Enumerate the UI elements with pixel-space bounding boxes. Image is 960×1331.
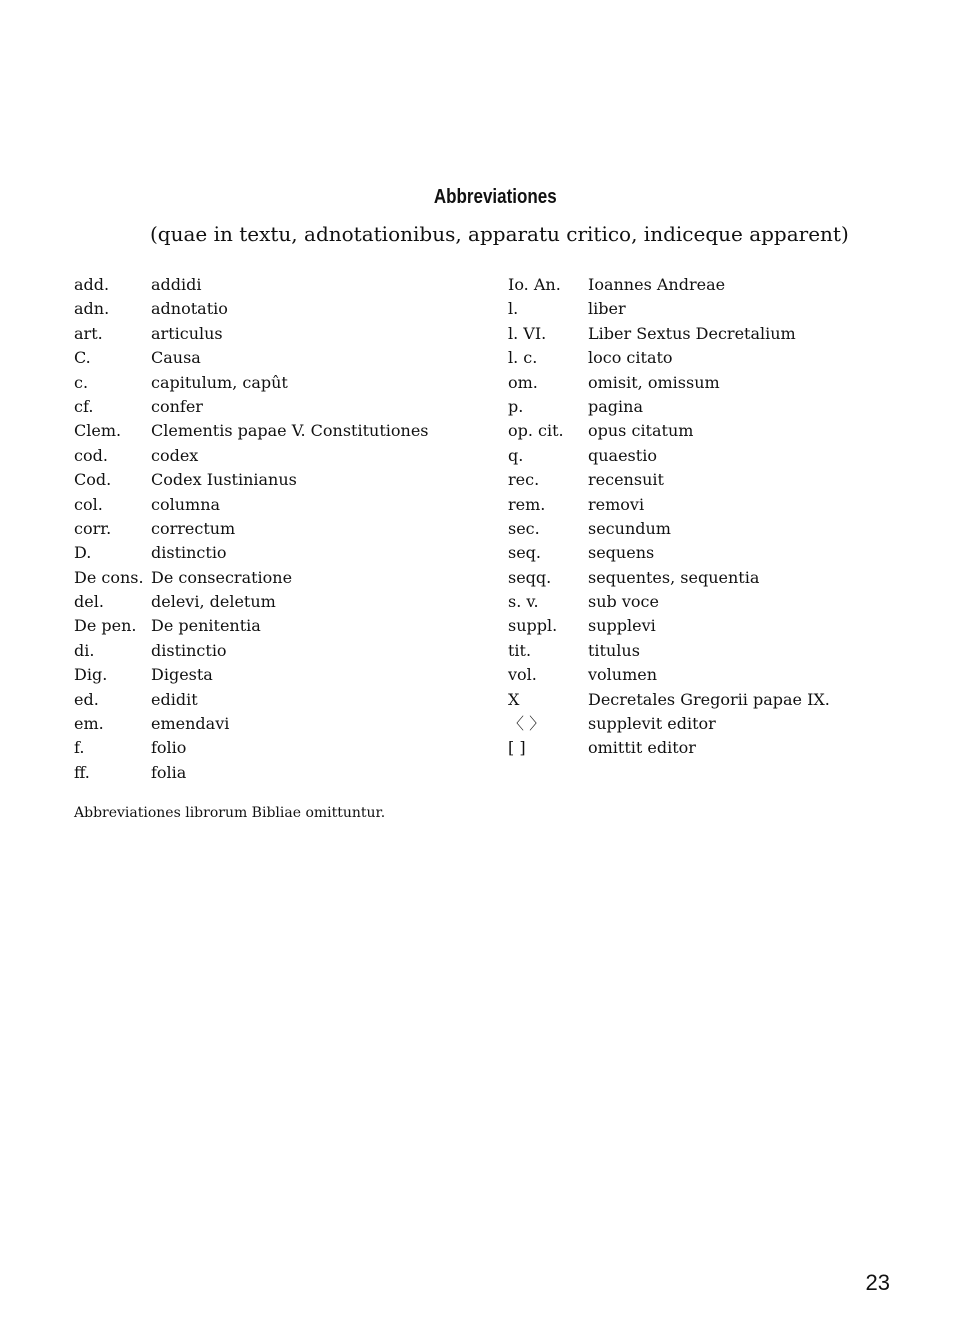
abbreviation-row bbox=[508, 468, 888, 492]
abbreviation-row bbox=[74, 541, 474, 565]
abbreviation-meaning: distinctio bbox=[151, 543, 227, 563]
abbreviation-meaning: Codex Iustinianus bbox=[151, 470, 297, 490]
abbreviation: art. bbox=[74, 323, 103, 343]
abbreviation-list-left bbox=[74, 273, 474, 785]
abbreviation-meaning: correctum bbox=[151, 518, 236, 538]
abbreviation-meaning: supplevit editor bbox=[588, 714, 716, 734]
abbreviation: X bbox=[508, 689, 520, 709]
abbreviation: om. bbox=[508, 372, 538, 392]
abbreviation: De cons. bbox=[74, 567, 144, 587]
abbreviation-meaning: removi bbox=[588, 494, 645, 514]
abbreviation: del. bbox=[74, 592, 104, 612]
abbreviation-row bbox=[74, 761, 474, 785]
abbreviation-row bbox=[508, 712, 888, 736]
abbreviation-row bbox=[508, 346, 888, 370]
abbreviation-row bbox=[508, 541, 888, 565]
abbreviation-row bbox=[74, 371, 474, 395]
abbreviation: Cod. bbox=[74, 470, 112, 490]
abbreviation-meaning: De penitentia bbox=[151, 616, 261, 636]
abbreviation-row bbox=[508, 517, 888, 541]
abbreviation-row bbox=[74, 468, 474, 492]
abbreviation-row bbox=[74, 346, 474, 370]
abbreviation: De pen. bbox=[74, 616, 137, 636]
abbreviation-meaning: folia bbox=[151, 762, 187, 782]
abbreviation: s. v. bbox=[508, 592, 539, 612]
abbreviation-row bbox=[74, 614, 474, 638]
abbreviation-row bbox=[508, 493, 888, 517]
abbreviation: ff. bbox=[74, 762, 90, 782]
abbreviation-meaning: capitulum, capût bbox=[151, 372, 288, 392]
abbreviation-meaning: omisit, omissum bbox=[588, 372, 720, 392]
abbreviation-row bbox=[508, 371, 888, 395]
abbreviation-meaning: Clementis papae V. Constitutiones bbox=[151, 421, 429, 441]
page-title bbox=[0, 186, 960, 209]
abbreviation: q. bbox=[508, 445, 524, 465]
abbreviation: tit. bbox=[508, 640, 532, 660]
abbreviation-meaning: Digesta bbox=[151, 665, 213, 685]
abbreviation: op. cit. bbox=[508, 421, 564, 441]
abbreviation: cod. bbox=[74, 445, 108, 465]
abbreviation-row bbox=[74, 493, 474, 517]
abbreviation: Io. An. bbox=[508, 275, 561, 294]
abbreviation: add. bbox=[74, 275, 110, 294]
abbreviation: rem. bbox=[508, 494, 546, 514]
abbreviation-meaning: distinctio bbox=[151, 640, 227, 660]
page-number: 23 bbox=[865, 1270, 890, 1295]
page-subtitle: (quae in textu, adnotationibus, apparatu critico, indiceque apparent) bbox=[150, 222, 849, 246]
abbreviation-row bbox=[74, 395, 474, 419]
abbreviation: Dig. bbox=[74, 665, 108, 685]
abbreviation-row bbox=[508, 614, 888, 638]
abbreviation: seqq. bbox=[508, 567, 552, 587]
abbreviation-row bbox=[74, 688, 474, 712]
abbreviation-meaning: confer bbox=[151, 396, 203, 416]
abbreviation-meaning: articulus bbox=[151, 323, 223, 343]
abbreviation-row bbox=[74, 273, 474, 297]
abbreviation-row bbox=[508, 639, 888, 663]
abbreviation-meaning: sequens bbox=[588, 543, 655, 563]
abbreviation-row bbox=[508, 322, 888, 346]
abbreviation-meaning: folio bbox=[151, 738, 187, 758]
abbreviation-row bbox=[508, 590, 888, 614]
abbreviation: 〈 〉 bbox=[508, 714, 546, 734]
abbreviation-row bbox=[74, 322, 474, 346]
abbreviation-meaning: recensuit bbox=[588, 470, 664, 490]
abbreviation-row bbox=[74, 736, 474, 760]
abbreviation-meaning: secundum bbox=[588, 518, 671, 538]
abbreviation: f. bbox=[74, 738, 85, 758]
abbreviation-meaning: columna bbox=[151, 494, 221, 514]
abbreviation-row bbox=[508, 663, 888, 687]
abbreviation-meaning: adnotatio bbox=[151, 299, 228, 319]
abbreviation: seq. bbox=[508, 543, 542, 563]
page-title-text: Abbreviationes bbox=[433, 186, 557, 208]
abbreviation: adn. bbox=[74, 299, 110, 319]
abbreviation-row bbox=[74, 297, 474, 321]
abbreviation-row bbox=[508, 419, 888, 443]
abbreviation-meaning: emendavi bbox=[151, 714, 230, 734]
abbreviation-row bbox=[74, 639, 474, 663]
abbreviation-row bbox=[508, 736, 888, 760]
abbreviation: D. bbox=[74, 543, 92, 563]
abbreviation: col. bbox=[74, 494, 103, 514]
abbreviation: vol. bbox=[508, 665, 537, 685]
abbreviation: di. bbox=[74, 640, 95, 660]
abbreviation-row bbox=[508, 566, 888, 590]
abbreviation-row bbox=[74, 444, 474, 468]
abbreviation-row bbox=[508, 273, 888, 297]
abbreviation-row bbox=[508, 297, 888, 321]
abbreviation: l. VI. bbox=[508, 323, 547, 343]
abbreviation: rec. bbox=[508, 470, 540, 490]
abbreviation-meaning: De consecratione bbox=[151, 567, 293, 587]
abbreviation-meaning: Ioannes Andreae bbox=[588, 275, 726, 294]
abbreviation-row bbox=[74, 419, 474, 443]
abbreviation-row bbox=[74, 663, 474, 687]
abbreviation-list-right bbox=[508, 273, 888, 761]
abbreviation-meaning: Causa bbox=[151, 348, 201, 368]
abbreviation-meaning: codex bbox=[151, 445, 199, 465]
abbreviation-meaning: pagina bbox=[588, 396, 643, 416]
abbreviation-meaning: Liber Sextus Decretalium bbox=[588, 323, 796, 343]
abbreviation-meaning: supplevi bbox=[588, 616, 656, 636]
abbreviation-meaning: addidi bbox=[151, 275, 202, 294]
abbreviation: [ ] bbox=[508, 738, 526, 758]
abbreviation: l. c. bbox=[508, 348, 538, 368]
abbreviation-meaning: sub voce bbox=[588, 592, 659, 612]
abbreviation-meaning: omittit editor bbox=[588, 738, 696, 758]
abbreviation-meaning: opus citatum bbox=[588, 421, 694, 441]
abbreviation: sec. bbox=[508, 518, 540, 538]
abbreviation-meaning: edidit bbox=[151, 689, 198, 709]
footnote: Abbreviationes librorum Bibliae omittuntur. bbox=[74, 805, 386, 821]
abbreviation-meaning: titulus bbox=[588, 640, 640, 660]
abbreviation-row bbox=[74, 566, 474, 590]
abbreviation: cf. bbox=[74, 396, 94, 416]
abbreviation-meaning: liber bbox=[588, 299, 626, 319]
abbreviation-meaning: loco citato bbox=[588, 348, 673, 368]
abbreviation-meaning: sequentes, sequentia bbox=[588, 567, 760, 587]
abbreviation-row bbox=[508, 444, 888, 468]
abbreviation: C. bbox=[74, 348, 91, 368]
abbreviation-meaning: delevi, deletum bbox=[151, 592, 276, 612]
abbreviation-row bbox=[508, 395, 888, 419]
abbreviation: Clem. bbox=[74, 421, 122, 441]
abbreviation: c. bbox=[74, 372, 89, 392]
abbreviation-row bbox=[74, 517, 474, 541]
abbreviation: ed. bbox=[74, 689, 99, 709]
abbreviation-meaning: Decretales Gregorii papae IX. bbox=[588, 689, 830, 709]
abbreviation-meaning: quaestio bbox=[588, 445, 657, 465]
abbreviation: corr. bbox=[74, 518, 112, 538]
abbreviation-row bbox=[74, 590, 474, 614]
abbreviation-meaning: volumen bbox=[588, 665, 658, 685]
abbreviation: suppl. bbox=[508, 616, 558, 636]
abbreviation-row bbox=[508, 688, 888, 712]
abbreviation: p. bbox=[508, 396, 524, 416]
abbreviation: em. bbox=[74, 714, 104, 734]
abbreviation: l. bbox=[508, 299, 519, 319]
abbreviation-row bbox=[74, 712, 474, 736]
